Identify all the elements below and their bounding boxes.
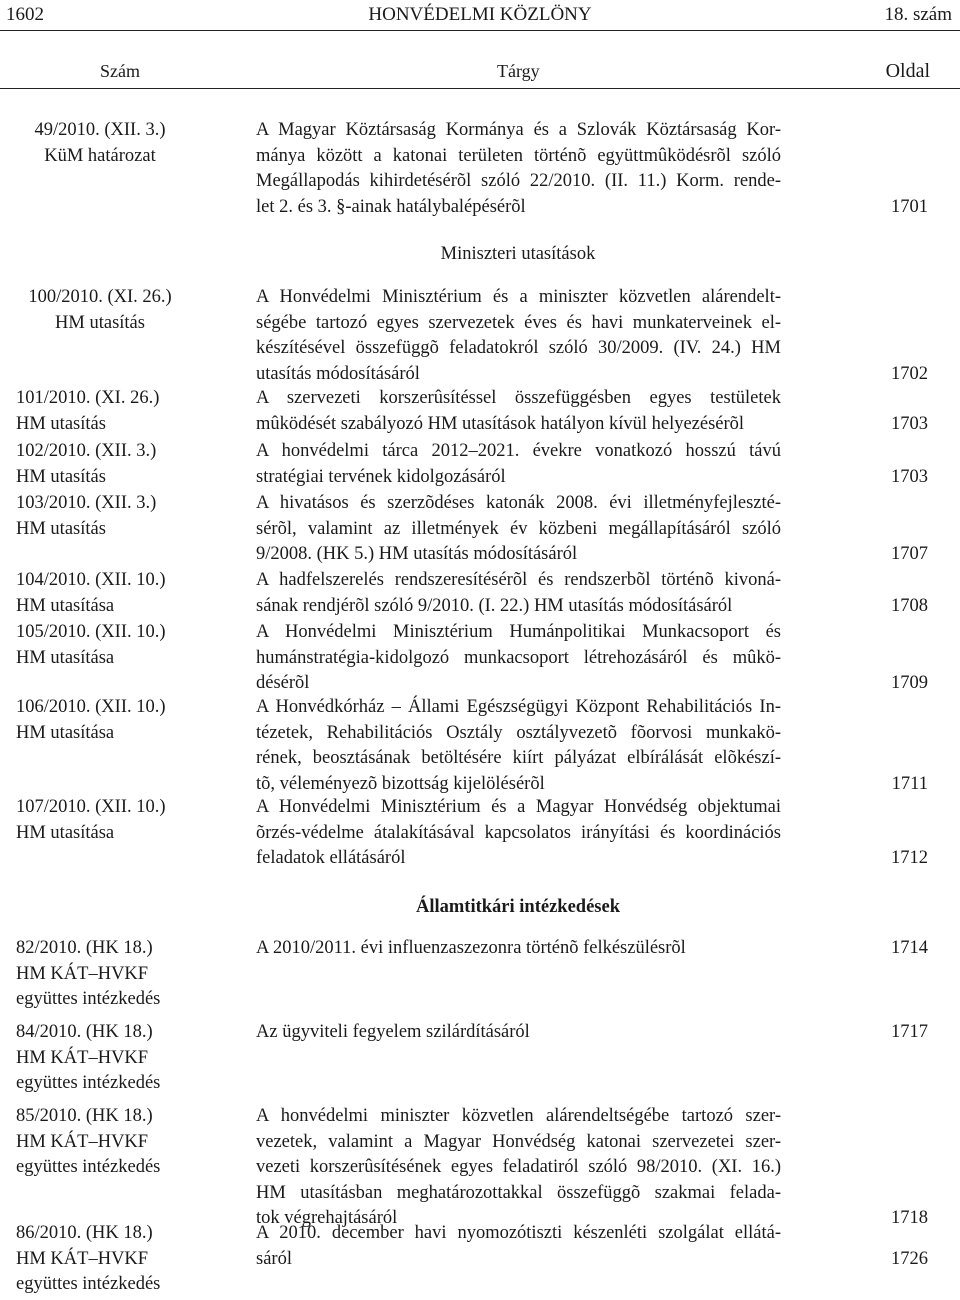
entry-subject-line: A szervezeti korszerûsítéssel összefüggésben egyes testületek (256, 388, 781, 408)
entry-number-line: HM utasítás (16, 518, 106, 539)
entry-number (16, 695, 216, 746)
section-title-miniszteri: Miniszteri utasítások (440, 244, 596, 264)
entry-subject-line: sérõl, valamint az illetmények év közbeni megállapításáról szóló (256, 518, 781, 539)
entry-number-line: HM KÁT–HVKF (16, 1047, 149, 1068)
entry-number-line: 102/2010. (XII. 3.) (16, 441, 157, 461)
entry-subject-line: A Honvédkórház – Állami Egészségügyi Központ Rehabilitációs In- (256, 697, 781, 717)
entry-number (16, 936, 216, 1013)
journal-title: HONVÉDELMI KÖZLÖNY (368, 4, 592, 25)
entry-subject (256, 695, 781, 797)
entry-number-line: 105/2010. (XII. 10.) (16, 622, 166, 642)
entry-number-line: HM utasítás (16, 466, 106, 487)
entry-subject (256, 568, 781, 619)
column-header-subject: Tárgy (497, 61, 540, 81)
entry-number (16, 491, 216, 542)
entry-subject-line: 9/2008. (HK 5.) HM utasítás módosításáról (256, 544, 578, 564)
entry-number (16, 620, 216, 671)
entry-page-number: 1717 (891, 1022, 928, 1042)
entry-subject-line: készítésével összefüggõ feladatokról szóló 30/2009. (IV. 24.) HM (256, 338, 781, 358)
entry-subject-line: Az ügyviteli fegyelem szilárdításáról (256, 1022, 530, 1042)
entry-subject-line: A Honvédelmi Minisztérium és a Magyar Honvédség objektumai (256, 797, 781, 817)
entry-number (16, 1020, 216, 1097)
entry-subject-line: A Honvédelmi Minisztérium és a miniszter közvetlen alárendelt- (256, 287, 781, 307)
entry-number (16, 1221, 216, 1298)
entry-number-line: KüM határozat (44, 145, 156, 166)
entry-number-line: 100/2010. (XI. 26.) (28, 287, 172, 307)
column-header-number: Szám (100, 61, 140, 81)
entry-subject-line: vezetek, valamint a Magyar Honvédség katonai szervezetei szer- (256, 1131, 781, 1152)
entry-subject-line: tézetek, Rehabilitációs Osztály osztályvezetõ fõorvosi munkakö- (256, 722, 781, 743)
entry-number-line: 49/2010. (XII. 3.) (34, 120, 166, 140)
entry-number-line: együttes intézkedés (16, 1073, 161, 1093)
entry-subject-line: utasítás módosításáról (256, 363, 420, 384)
entry-number-line: 104/2010. (XII. 10.) (16, 570, 166, 590)
entry-subject-line: sának rendjérõl szóló 9/2010. (I. 22.) HM utasítás módosításáról (256, 595, 733, 616)
entry-page-number: 1711 (891, 773, 928, 794)
entry-subject-line: õrzés-védelme átalakításával kapcsolatos irányítási és koordinációs (256, 822, 781, 843)
entry-subject (256, 1221, 781, 1272)
entry-subject-line: A hadfelszerelés rendszeresítésérõl és rendszerbõl történõ kivoná- (256, 570, 781, 590)
entry-page-number: 1703 (891, 413, 928, 434)
entry-subject (256, 936, 781, 962)
entry-number (16, 386, 216, 437)
entry-number (16, 1104, 216, 1181)
entry-number-line: 107/2010. (XII. 10.) (16, 797, 166, 817)
entry-page-number: 1726 (891, 1248, 928, 1269)
entry-page-number: 1712 (891, 848, 928, 868)
entry-subject-line: A 2010/2011. évi influenzaszezonra történõ felkészülésrõl (256, 938, 686, 958)
entry-number (12, 285, 188, 336)
entry-subject (256, 1104, 781, 1232)
entry-subject-line: A 2010. december havi nyomozótiszti készenléti szolgálat ellátá- (256, 1223, 781, 1243)
entry-subject-line: rének, beosztásának betöltésére kiírt pályázat elbírálását elõkészí- (256, 748, 781, 768)
entry-page-number: 1718 (891, 1208, 928, 1228)
entry-page-number: 1709 (891, 673, 928, 693)
entry-page-number: 1702 (891, 363, 928, 384)
page-number: 1602 (6, 4, 44, 25)
entry-number (16, 439, 216, 490)
entry-subject-line: A Magyar Köztársaság Kormánya és a Szlovák Köztársaság Kor- (256, 120, 781, 140)
entry-number (16, 568, 216, 619)
entry-number-line: HM utasítása (16, 722, 115, 743)
entry-subject (256, 439, 781, 490)
entry-page-number: 1714 (891, 938, 928, 958)
entry-subject-line: stratégiai tervének kidolgozásáról (256, 466, 506, 487)
entry-number-line: együttes intézkedés (16, 1274, 161, 1294)
entry-number-line: 84/2010. (HK 18.) (16, 1022, 153, 1042)
entry-number-line: HM utasítása (16, 595, 115, 616)
entry-number-line: HM utasítása (16, 647, 115, 668)
entry-number (16, 795, 216, 846)
entry-page-number: 1703 (891, 466, 928, 487)
entry-subject-line: tok végrehajtásáról (256, 1208, 398, 1228)
entry-number (12, 118, 188, 169)
entry-number-line: HM utasítás (16, 413, 106, 434)
entry-subject-line: let 2. és 3. §-ainak hatálybalépésérõl (256, 196, 526, 217)
entry-subject-line: mûködését szabályozó HM utasítások hatályon kívül helyezésérõl (256, 413, 745, 434)
entry-number-line: együttes intézkedés (16, 1157, 161, 1177)
page-header (0, 0, 960, 30)
entry-subject (256, 1020, 781, 1046)
entry-number-line: 106/2010. (XII. 10.) (16, 697, 166, 717)
entry-subject-line: A Honvédelmi Minisztérium Humánpolitikai Munkacsoport és (256, 622, 781, 642)
entry-subject-line: sáról (256, 1248, 292, 1269)
entry-number-line: együttes intézkedés (16, 989, 161, 1009)
entry-page-number: 1708 (891, 595, 928, 616)
entry-number-line: HM utasítása (16, 822, 115, 843)
column-header-rule (0, 88, 960, 89)
entry-number-line: HM KÁT–HVKF (16, 1248, 149, 1269)
issue-number: 18. szám (884, 4, 952, 25)
entry-subject (256, 118, 781, 220)
entry-subject-line: Megállapodás kihirdetésérõl szóló 22/2010. (II. 11.) Korm. rende- (256, 171, 781, 191)
entry-subject-line: HM utasításban meghatározottakkal összefüggõ szakmai felada- (256, 1182, 781, 1203)
entry-subject-line: mánya között a katonai területen történõ együttmûködésrõl szóló (256, 145, 781, 166)
entry-subject-line: humánstratégia-kidolgozó munkacsoport létrehozásáról és mûkö- (256, 647, 781, 668)
entry-number-line: HM utasítás (55, 312, 145, 333)
entry-subject (256, 285, 781, 387)
entry-subject-line: tõ, véleményezõ bizottság kijelölésérõl (256, 773, 545, 794)
entry-number-line: 82/2010. (HK 18.) (16, 938, 153, 958)
entry-subject (256, 620, 781, 697)
entry-subject-line: A hivatásos és szerzõdéses katonák 2008. évi illetményfejleszté- (256, 493, 781, 513)
entry-subject-line: vezeti korszerûsítésének egyes feladatiról szóló 98/2010. (XI. 16.) (256, 1157, 781, 1177)
entry-page-number: 1701 (891, 196, 928, 217)
section-title-allamtitkari: Államtitkári intézkedések (416, 897, 620, 917)
header-rule (0, 30, 960, 31)
column-header-page: Oldal (885, 60, 930, 82)
entry-subject-line: ségébe tartozó egyes szervezetek éves és havi munkaterveinek el- (256, 312, 781, 333)
entry-number-line: HM KÁT–HVKF (16, 963, 149, 984)
entry-subject-line: feladatok ellátásáról (256, 848, 406, 868)
entry-subject (256, 795, 781, 872)
entry-number-line: HM KÁT–HVKF (16, 1131, 149, 1152)
entry-number-line: 101/2010. (XI. 26.) (16, 388, 160, 408)
entry-subject-line: A honvédelmi tárca 2012–2021. évekre vonatkozó hosszú távú (256, 441, 781, 461)
entry-subject (256, 386, 781, 437)
entry-number-line: 85/2010. (HK 18.) (16, 1106, 153, 1126)
entry-number-line: 86/2010. (HK 18.) (16, 1223, 153, 1243)
entry-page-number: 1707 (891, 544, 928, 564)
entry-number-line: 103/2010. (XII. 3.) (16, 493, 157, 513)
entry-subject-line: désérõl (256, 673, 310, 693)
entry-subject (256, 491, 781, 568)
entry-subject-line: A honvédelmi miniszter közvetlen alárendeltségébe tartozó szer- (256, 1106, 781, 1126)
